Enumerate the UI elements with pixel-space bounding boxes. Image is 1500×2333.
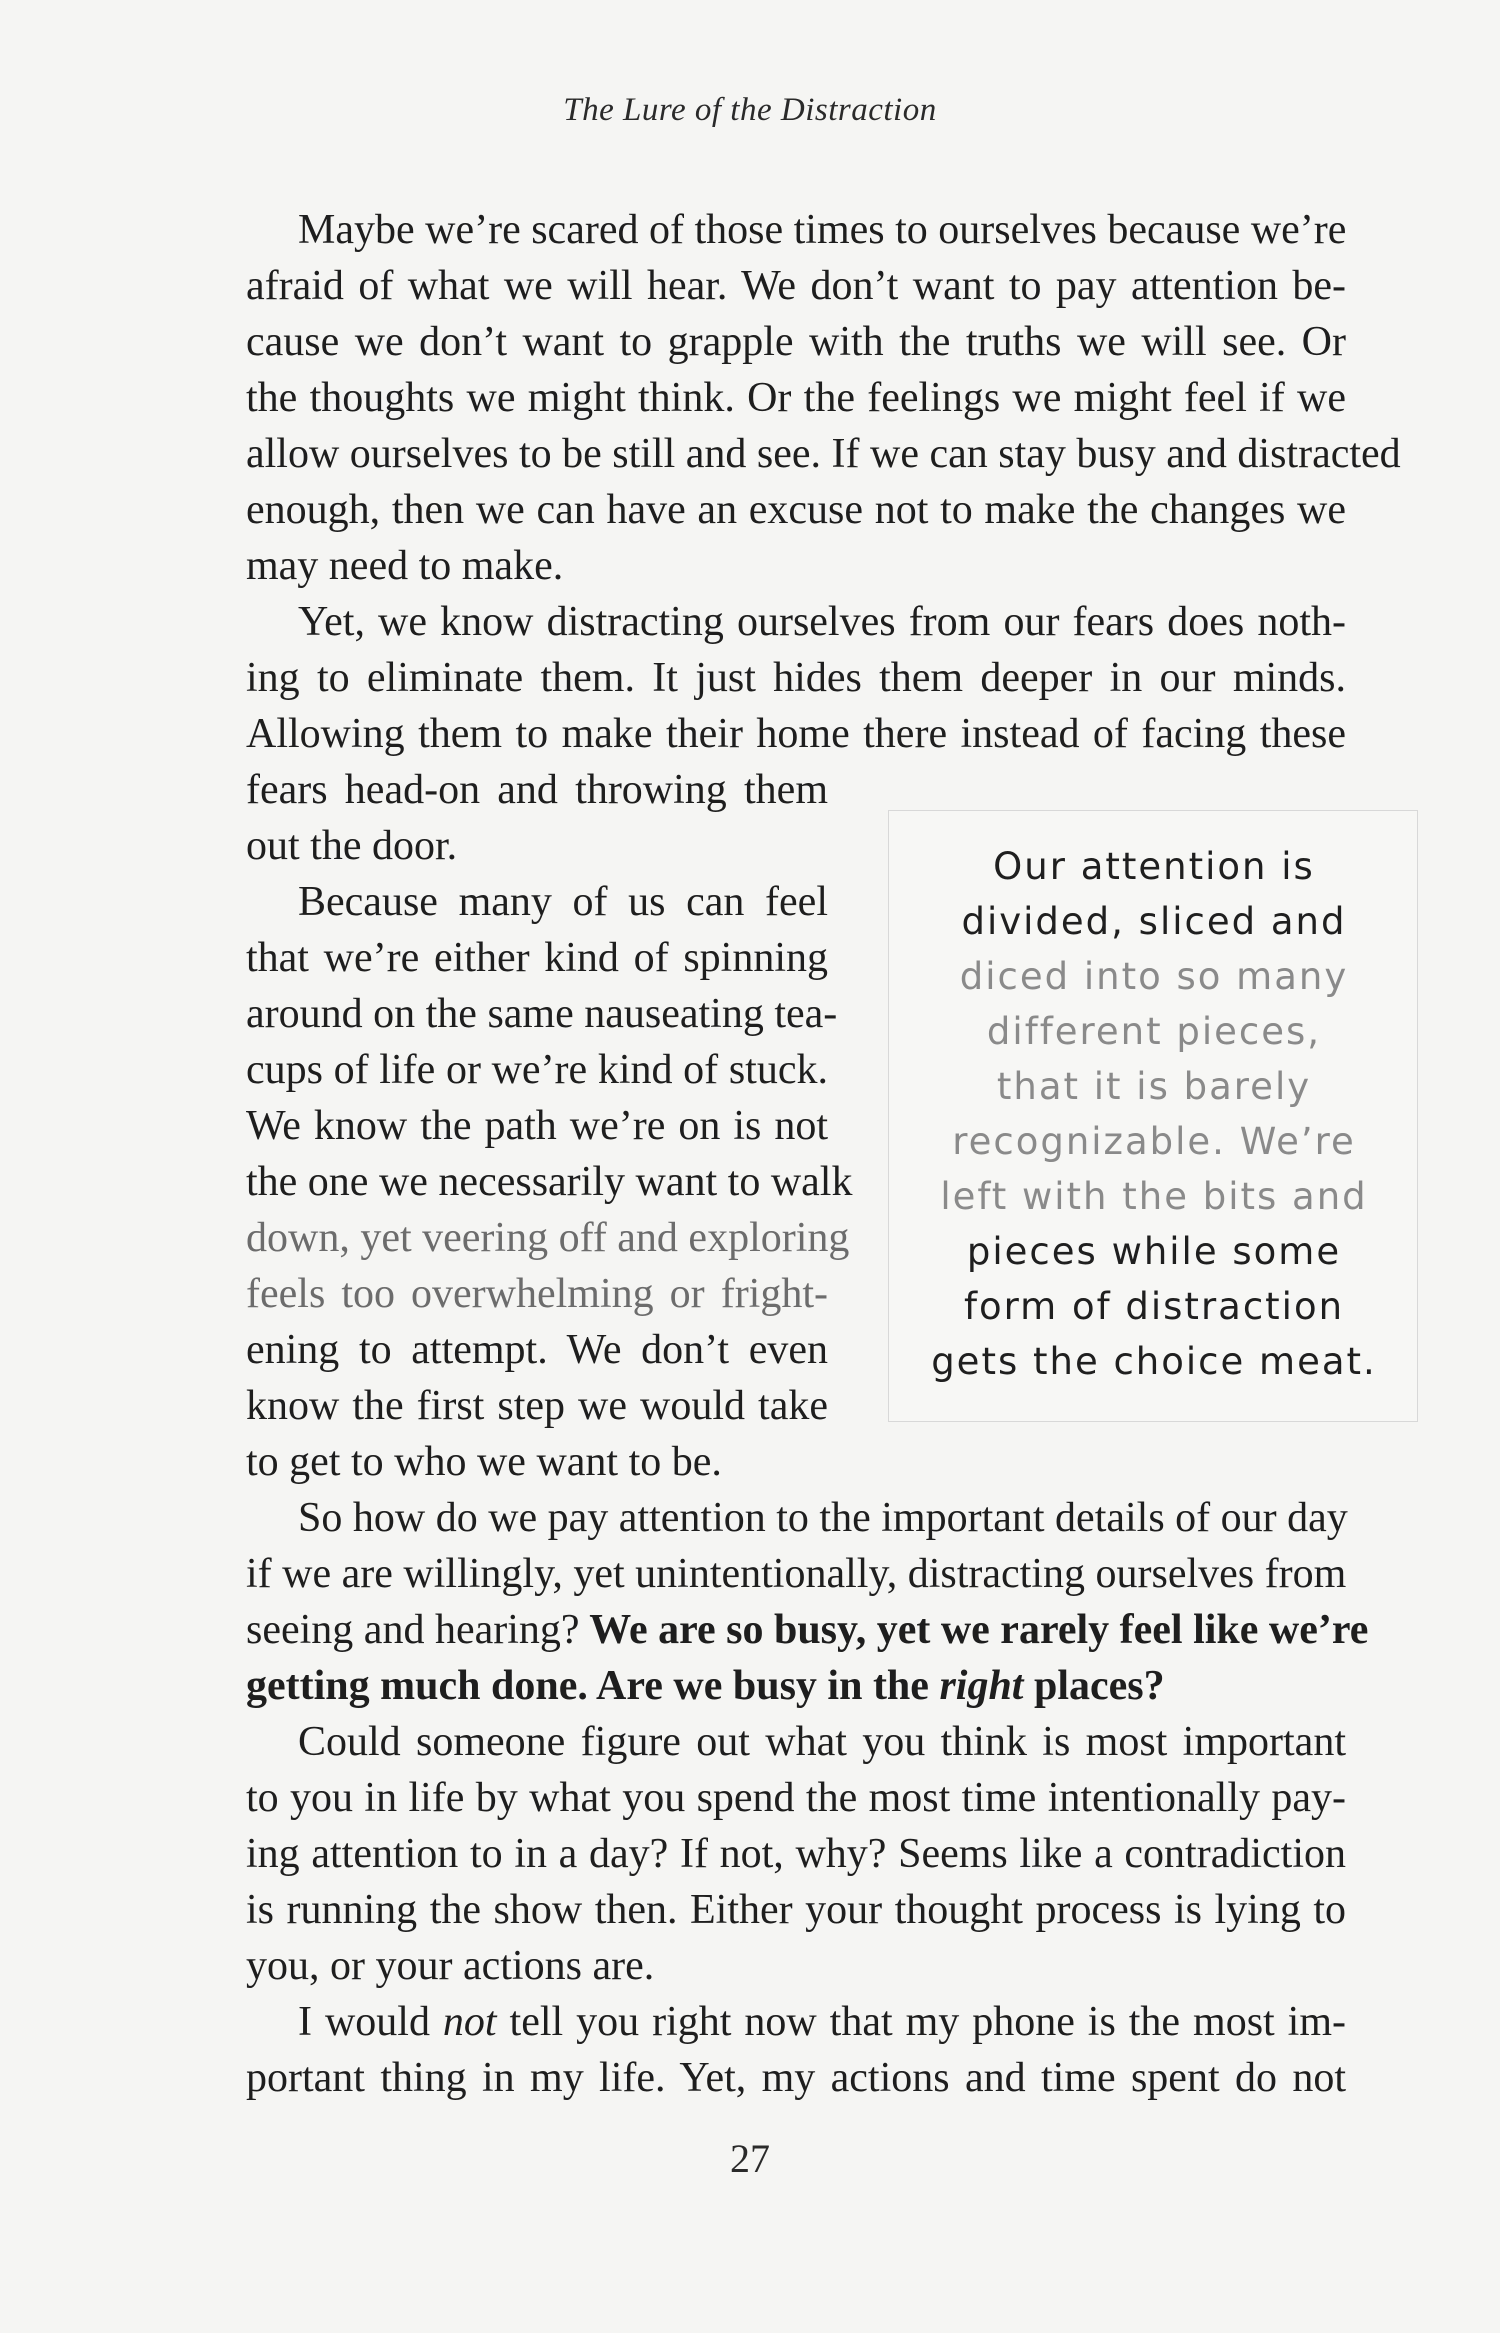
body-line: ening to attempt. We don’t even [246, 1327, 828, 1373]
running-head: The Lure of the Distraction [563, 92, 937, 128]
body-line: Maybe we’re scared of those times to ourselves because we’re [298, 207, 1347, 253]
body-line: afraid of what we will hear. We don’t want to pay attention be- [246, 263, 1346, 309]
body-line: is running the show then. Either your thought process is lying to [246, 1887, 1346, 1933]
body-line: may need to make. [246, 543, 564, 589]
body-line-segment: tell you right now that my phone is the most im- [496, 1999, 1346, 2045]
body-line: So how do we pay attention to the important details of our day [298, 1495, 1348, 1541]
body-line: that we’re either kind of spinning [246, 935, 828, 981]
body-line: down, yet veering off and exploring [246, 1215, 850, 1261]
body-line: We know the path we’re on is not [246, 1103, 828, 1149]
body-line: portant thing in my life. Yet, my actions and time spent do not [246, 2055, 1346, 2101]
body-line: allow ourselves to be still and see. If we can stay busy and distracted [246, 431, 1401, 477]
body-line: ing attention to in a day? If not, why? Seems like a contradiction [246, 1831, 1346, 1877]
body-line-segment: I would [298, 1999, 443, 2045]
pull-quote-line: recognizable. We’re [952, 1120, 1356, 1163]
pull-quote-line: gets the choice meat. [931, 1340, 1377, 1383]
page-number: 27 [730, 2136, 770, 2181]
body-line: Could someone figure out what you think is most important [298, 1719, 1346, 1765]
body-line: Because many of us can feel [298, 879, 828, 925]
pull-quote-line: left with the bits and [940, 1175, 1368, 1218]
pull-quote-line: pieces while some [966, 1230, 1342, 1273]
pull-quote-line: divided, sliced and [961, 900, 1347, 943]
body-line: to get to who we want to be. [246, 1439, 722, 1485]
pull-quote [888, 810, 1418, 1422]
pull-quote-line: diced into so many [959, 955, 1349, 998]
body-line: enough, then we can have an excuse not to make the changes we [246, 487, 1346, 533]
pull-quote-line: that it is barely [996, 1065, 1312, 1108]
body-line: feels too overwhelming or fright- [246, 1271, 828, 1317]
body-line-emphasis: right [939, 1663, 1024, 1709]
body-line: ing to eliminate them. It just hides them deeper in our minds. [246, 655, 1346, 701]
body-line-bold-segment: getting much done. Are we busy in the [246, 1663, 940, 1709]
pull-quote-line: Our attention is [993, 845, 1315, 888]
body-line-bold-segment: places? [1023, 1663, 1165, 1709]
body-line-emphasis: not [442, 1999, 497, 2045]
body-line [246, 1602, 1369, 1658]
pull-quote-line: form of distraction [963, 1285, 1345, 1328]
body-line: the thoughts we might think. Or the feelings we might feel if we [246, 375, 1346, 421]
body-line: to you in life by what you spend the most time intentionally pay- [246, 1775, 1346, 1821]
body-line: know the first step we would take [246, 1383, 828, 1429]
body-line: out the door. [246, 823, 458, 869]
body-line-bold-segment: We are so busy, yet we rarely feel like we’re [579, 1607, 1369, 1653]
body-line: Allowing them to make their home there instead of facing these [246, 711, 1346, 757]
body-line [246, 1994, 1346, 2050]
body-line: Yet, we know distracting ourselves from our fears does noth- [298, 599, 1346, 645]
body-line: around on the same nauseating tea- [246, 991, 838, 1037]
body-line-segment: seeing and hearing? [246, 1607, 580, 1653]
body-line: the one we necessarily want to walk [246, 1159, 853, 1205]
body-line: cups of life or we’re kind of stuck. [246, 1047, 828, 1093]
body-line: if we are willingly, yet unintentionally, distracting ourselves from [246, 1551, 1347, 1597]
body-line: fears head-on and throwing them [246, 767, 828, 813]
body-line: cause we don’t want to grapple with the truths we will see. Or [246, 319, 1346, 365]
body-line [246, 1658, 1346, 1714]
body-line: you, or your actions are. [246, 1943, 655, 1989]
pull-quote-line: different pieces, [986, 1010, 1322, 1053]
